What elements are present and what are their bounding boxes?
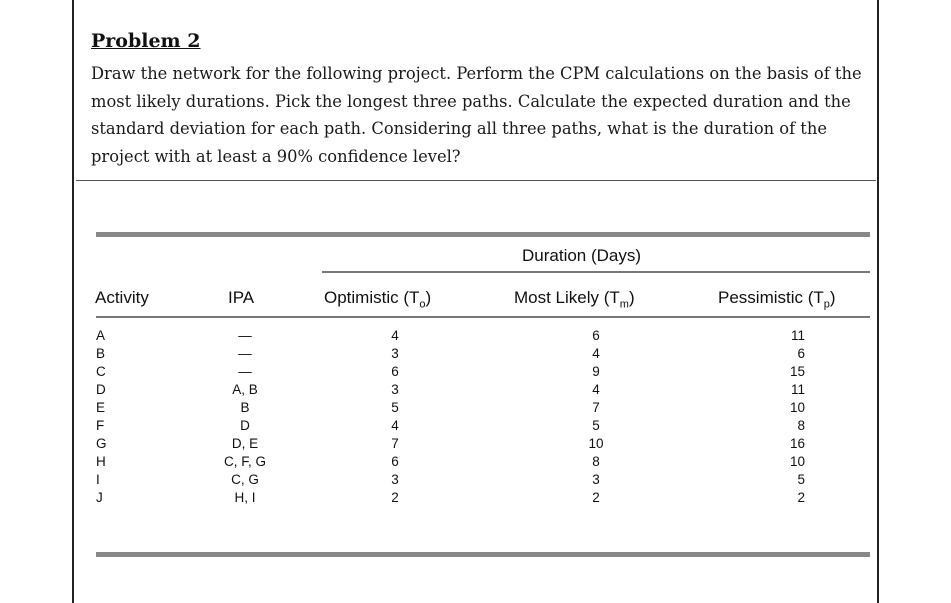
- problem-title: Problem 2: [91, 30, 201, 52]
- problem-statement: Draw the network for the following project. Perform the CPM calculations on the basis of the most likely durations. Pick the longest three paths. Calculate the expected duration and the standard deviation for each path. Considering all three paths, what is the duration of the project with at least a 90% confidence level?: [91, 64, 862, 166]
- activity-cell: D: [96, 382, 106, 397]
- header-pessimistic: Pessimistic $(T_p)$: [718, 288, 836, 311]
- most-likely-column: [576, 327, 616, 507]
- ipa-cell: C, G: [231, 472, 259, 487]
- table-top-rule: [96, 232, 870, 237]
- ipa-column: [205, 327, 285, 507]
- pessimistic-cell: 16: [789, 436, 805, 451]
- optimistic-cell: 3: [391, 346, 399, 361]
- optimistic-cell: 7: [391, 436, 399, 451]
- pessimistic-cell: 11: [790, 328, 805, 343]
- pessimistic-cell: 10: [789, 454, 805, 469]
- header-optimistic: Optimistic $(T_o)$: [324, 288, 432, 311]
- ipa-cell: —: [238, 346, 252, 361]
- most-likely-cell: 9: [592, 364, 600, 379]
- pessimistic-cell: 2: [797, 490, 805, 505]
- pessimistic-cell: 11: [790, 382, 805, 397]
- activity-cell: A: [96, 328, 106, 343]
- pessimistic-cell: 5: [797, 472, 805, 487]
- ipa-cell: —: [238, 328, 252, 343]
- optimistic-cell: 4: [391, 328, 399, 343]
- optimistic-cell: 3: [391, 382, 399, 397]
- activity-cell: F: [96, 418, 105, 433]
- table-bottom-rule: [96, 552, 870, 557]
- optimistic-cell: 6: [391, 454, 399, 469]
- pessimistic-cell: 8: [797, 418, 805, 433]
- activity-cell: B: [96, 346, 106, 361]
- pessimistic-cell: 10: [789, 400, 805, 415]
- header-activity: Activity: [95, 288, 149, 307]
- optimistic-cell: 6: [391, 364, 399, 379]
- header-most-likely: Most Likely $(T_m)$: [514, 288, 635, 311]
- ipa-cell: A, B: [232, 382, 258, 397]
- most-likely-cell: 7: [592, 400, 600, 415]
- activity-cell: E: [96, 400, 106, 415]
- header-ipa: IPA: [228, 288, 255, 307]
- pessimistic-column: [760, 327, 805, 507]
- ipa-cell: B: [240, 400, 250, 415]
- optimistic-cell: 4: [391, 418, 399, 433]
- section-divider: [76, 180, 876, 181]
- ipa-cell: D, E: [231, 436, 259, 451]
- duration-group-header: Duration (Days): [522, 246, 642, 265]
- activity-cell: H: [96, 454, 106, 469]
- activity-cell: I: [96, 472, 100, 487]
- header-bottom-rule: [96, 316, 870, 318]
- most-likely-cell: 6: [592, 328, 600, 343]
- most-likely-cell: 3: [592, 472, 600, 487]
- most-likely-cell: 4: [592, 382, 600, 397]
- ipa-cell: H, I: [234, 490, 256, 505]
- activity-cell: J: [96, 490, 103, 505]
- most-likely-cell: 2: [592, 490, 600, 505]
- activity-column: [96, 327, 136, 507]
- most-likely-cell: 4: [592, 346, 600, 361]
- activity-cell: G: [96, 436, 107, 451]
- ipa-cell: —: [238, 364, 252, 379]
- optimistic-cell: 3: [391, 472, 399, 487]
- ipa-cell: C, F, G: [223, 454, 266, 469]
- optimistic-column: [375, 327, 415, 507]
- most-likely-cell: 8: [592, 454, 600, 469]
- optimistic-cell: 5: [391, 400, 399, 415]
- most-likely-cell: 5: [592, 418, 600, 433]
- duration-group-rule: [322, 271, 870, 273]
- ipa-cell: D: [240, 418, 250, 433]
- activity-cell: C: [96, 364, 106, 379]
- pessimistic-cell: 15: [789, 364, 805, 379]
- pessimistic-cell: 6: [797, 346, 805, 361]
- most-likely-cell: 10: [588, 436, 604, 451]
- optimistic-cell: 2: [391, 490, 399, 505]
